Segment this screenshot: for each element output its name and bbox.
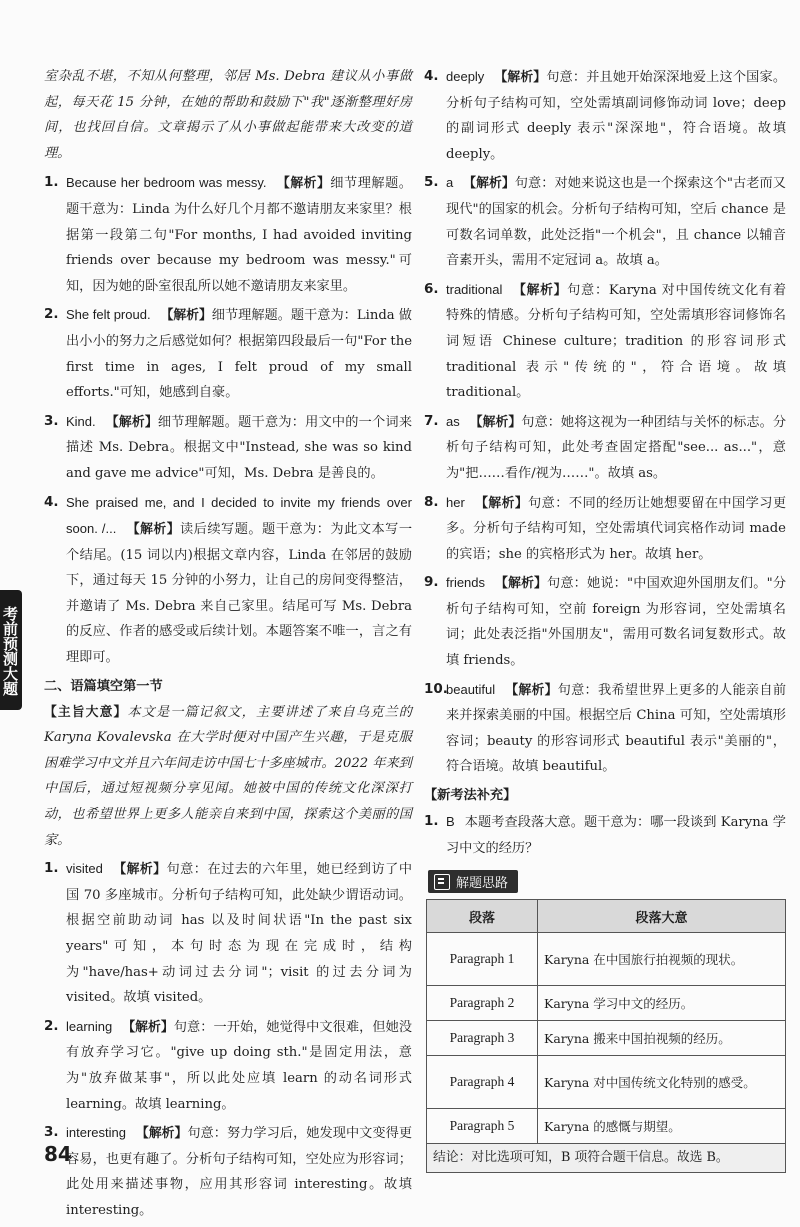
answer: as bbox=[446, 413, 460, 429]
answer: deeply bbox=[446, 69, 485, 84]
analysis-tag: 【解析】 bbox=[474, 495, 529, 511]
question-item bbox=[424, 277, 786, 406]
question-number: 8. bbox=[424, 493, 439, 510]
analysis-text: 细节理解题。题干意为：用文中的一个词来描述 Ms. Debra。根据文中"Instead, she was so kind and gave me advice"可知，Ms. Debra 是善良的。 bbox=[66, 414, 413, 481]
answer: traditional bbox=[446, 281, 503, 297]
analysis-tag: 【解析】 bbox=[112, 862, 167, 878]
analysis-text: 句意：她说："中国欢迎外国朋友们。"分析句子结构可知，空前 foreign 为形容词，空处需填名词；此处表泛指"外国朋友"，需用可数名词复数形式。故填 friends。 bbox=[446, 576, 787, 669]
side-tab: 考前预测大题 bbox=[0, 590, 22, 710]
analysis-tag: 【解析】 bbox=[512, 282, 568, 298]
analysis-tag: 【解析】 bbox=[495, 576, 547, 592]
think-label-text: 解题思路 bbox=[456, 876, 509, 892]
intro-continuation: 室杂乱不堪，不知从何整理，邻居 Ms. Debra 建议从小事做起，每天花 15 分钟，在她的帮助和鼓励下"我"逐渐整理好房间，也找回自信。文章揭示了从小事做起能带来大改变的道理。 bbox=[44, 69, 412, 161]
analysis-tag: 【解析】 bbox=[276, 176, 331, 192]
answer: visited bbox=[66, 861, 103, 877]
paragraph-table bbox=[426, 899, 786, 1144]
think-label bbox=[428, 870, 518, 893]
question-number: 1. bbox=[424, 813, 439, 830]
main-idea bbox=[44, 700, 412, 854]
analysis-text: 细节理解题。题干意为：Linda 为什么好几个月都不邀请朋友来家里？根据第一段第二句"For months, I had avoided inviting friends over because my bedroom was messy."可知，因为她的卧室很乱所以她不邀请朋友来家里。 bbox=[66, 176, 412, 294]
answer: Kind. bbox=[66, 413, 96, 429]
question-number: 10. bbox=[424, 680, 448, 697]
question-number: 2. bbox=[44, 1017, 59, 1034]
question-item bbox=[44, 302, 412, 405]
question-number: 2. bbox=[44, 306, 59, 323]
question-item bbox=[424, 570, 786, 673]
question-item bbox=[424, 409, 786, 487]
answer: learning bbox=[66, 1018, 113, 1034]
question-number: 1. bbox=[44, 860, 59, 877]
question-item bbox=[424, 64, 786, 167]
table-cell: Paragraph 1 bbox=[427, 933, 538, 986]
table-header: 段落 bbox=[427, 900, 538, 933]
answer: B bbox=[446, 814, 455, 830]
analysis-text: 句意：对她来说这也是一个探索这个"古老而又现代"的国家的机会。分析句子结构可知，空后 chance 是可数名词单数，此处泛指"一个机会"，且 chance 以辅音音素开头，需用不定冠词 a。故填 a。 bbox=[446, 176, 786, 269]
page-number: 84 bbox=[44, 1142, 72, 1166]
table-header-row bbox=[427, 900, 786, 933]
answer: her bbox=[446, 494, 465, 510]
right-column bbox=[424, 64, 786, 1173]
question-number: 9. bbox=[424, 574, 439, 591]
table-cell: Karyna 搬来中国拍视频的经历。 bbox=[538, 1021, 786, 1056]
analysis-tag: 【解析】 bbox=[160, 308, 212, 324]
question-item bbox=[44, 1120, 412, 1223]
analysis-text: 读后续写题。题干意为：为此文本写一个结尾。(15 词以内)根据文章内容，Linda 在邻居的鼓励下，通过每天 15 分钟的小努力，让自己的房间变得整洁，并邀请了 Ms. Debra 来自己家里。结尾可写 Ms. Debra 的反应、作者的感受或后续计划。本题答案不唯一，言之有理即可。 bbox=[66, 522, 413, 666]
analysis-text: 句意：她将这视为一种团结与关怀的标志。分析句子结构可知，此处考查固定搭配"see... as..."，意为"把……看作/视为……"。故填 as。 bbox=[446, 414, 787, 481]
answer: She praised me, and I decided to invite my friends over soon. /... bbox=[66, 494, 412, 537]
answer: beautiful bbox=[446, 681, 496, 697]
analysis-text: 句意：一开始，她觉得中文很难，但她没有放弃学习它。"give up doing sth."是固定用法，意为"放弃做某事"，所以此处应填 learn 的动名词形式 learning。故填 learning。 bbox=[66, 1019, 413, 1112]
question-number: 7. bbox=[424, 412, 439, 429]
analysis-tag: 【解析】 bbox=[494, 70, 547, 85]
supplement-question bbox=[424, 809, 786, 861]
section-title: 二、语篇填空第一节 bbox=[44, 678, 163, 694]
answer: She felt proud. bbox=[66, 307, 151, 323]
analysis-tag: 【解析】 bbox=[463, 176, 515, 192]
q2-list bbox=[44, 856, 412, 1223]
analysis-tag: 【解析】 bbox=[505, 682, 558, 698]
question-item bbox=[424, 490, 786, 568]
table-row bbox=[427, 986, 786, 1021]
question-item bbox=[424, 170, 786, 273]
table-conclusion: 结论：对比选项可知，B 项符合题干信息。故选 B。 bbox=[426, 1144, 786, 1173]
question-number: 5. bbox=[424, 174, 439, 191]
table-cell: Paragraph 3 bbox=[427, 1021, 538, 1056]
question-number: 3. bbox=[44, 412, 59, 429]
question-item bbox=[44, 490, 412, 671]
main-idea-tag: 【主旨大意】 bbox=[44, 704, 128, 720]
question-text: 本题考查段落大意。题干意为：哪一段谈到 Karyna 学习中文的经历？ bbox=[446, 815, 786, 856]
table-cell: Karyna 在中国旅行拍视频的现状。 bbox=[538, 933, 786, 986]
main-idea-text: 本文是一篇记叙文，主要讲述了来自乌克兰的 Karyna Kovalevska 在大学时便对中国产生兴趣，于是克服困难学习中文并且六年间走访中国七十多座城市。2022 年来到中国后，通过短视频分享见闻。她被中国的传统文化深深打动，也希望世界上更多人能亲自来到中国，探索这个美丽的国家。 bbox=[44, 704, 412, 848]
question-number: 4. bbox=[44, 493, 59, 510]
answer: friends bbox=[446, 575, 486, 591]
table-header: 段落大意 bbox=[538, 900, 786, 933]
table-cell: Paragraph 4 bbox=[427, 1056, 538, 1109]
table-cell: Paragraph 2 bbox=[427, 986, 538, 1021]
table-cell: Karyna 的感慨与期望。 bbox=[538, 1109, 786, 1144]
question-item bbox=[44, 856, 412, 1011]
question-number: 1. bbox=[44, 174, 59, 191]
analysis-text: 句意：我希望世界上更多的人能亲自前来并探索美丽的中国。根据空后 China 可知，空处需填形容词；beauty 的形容词形式 beautiful 表示"美丽的"，符合语境。故填 beautiful。 bbox=[446, 682, 787, 775]
analysis-text: 句意：并且她开始深深地爱上这个国家。分析句子结构可知，空处需填副词修饰动词 love；deep 的副词形式 deeply 表示"深深地"，符合语境。故填 deeply。 bbox=[446, 70, 787, 162]
question-number: 3. bbox=[44, 1124, 59, 1141]
table-cell: Karyna 学习中文的经历。 bbox=[538, 986, 786, 1021]
supplement-title: 【新考法补充】 bbox=[424, 788, 517, 804]
analysis-tag: 【解析】 bbox=[469, 414, 522, 430]
analysis-tag: 【解析】 bbox=[105, 414, 158, 430]
left-column bbox=[44, 64, 412, 1227]
table-cell: Karyna 对中国传统文化特别的感受。 bbox=[538, 1056, 786, 1109]
analysis-tag: 【解析】 bbox=[126, 522, 180, 538]
analysis-tag: 【解析】 bbox=[135, 1126, 188, 1142]
notes-icon bbox=[434, 874, 450, 890]
table-row bbox=[427, 1056, 786, 1109]
table-row bbox=[427, 933, 786, 986]
analysis-text: 细节理解题。题干意为：Linda 做出小小的努力之后感觉如何？根据第四段最后一句"For the first time in ages, I felt proud of my small efforts."可知，她感到自豪。 bbox=[66, 308, 412, 401]
table-cell: Paragraph 5 bbox=[427, 1109, 538, 1144]
analysis-text: 句意：在过去的六年里，她已经到访了中国 70 多座城市。分析句子结构可知，此处缺少谓语动词。根据空前助动词 has 以及时间状语"In the past six years"可知，本句时态为现在完成时，结构为"have/has+动词过去分词"；visit 的过去分词为 visited。故填 visited。 bbox=[66, 862, 413, 1006]
table-row bbox=[427, 1109, 786, 1144]
table-row bbox=[427, 1021, 786, 1056]
question-item bbox=[424, 677, 786, 780]
question-number: 6. bbox=[424, 280, 439, 297]
analysis-tag: 【解析】 bbox=[122, 1019, 174, 1035]
question-item bbox=[44, 1014, 412, 1117]
analysis-text: 句意：Karyna 对中国传统文化有着特殊的情感。分析句子结构可知，空处需填形容词修饰名词短语 Chinese culture；tradition 的形容词形式 traditional 表示"传统的"，符合语境。故填 traditional。 bbox=[446, 282, 787, 401]
question-number: 4. bbox=[424, 68, 439, 84]
answer: interesting bbox=[66, 1125, 126, 1141]
question-item bbox=[44, 409, 412, 487]
analysis-text: 句意：不同的经历让她想要留在中国学习更多。分析句子结构可知，空处需填代词宾格作动词 made 的宾语；she 的宾格形式为 her。故填 her。 bbox=[446, 495, 787, 562]
answer: Because her bedroom was messy. bbox=[66, 175, 267, 191]
analysis-text: 句意：努力学习后，她发现中文变得更容易，也更有趣了。分析句子结构可知，空处应为形容词；此处用来描述事物，应用其形容词 interesting。故填 interesting。 bbox=[66, 1126, 413, 1218]
q1-list bbox=[44, 170, 412, 670]
answer: a bbox=[446, 175, 454, 191]
question-item bbox=[44, 170, 412, 299]
